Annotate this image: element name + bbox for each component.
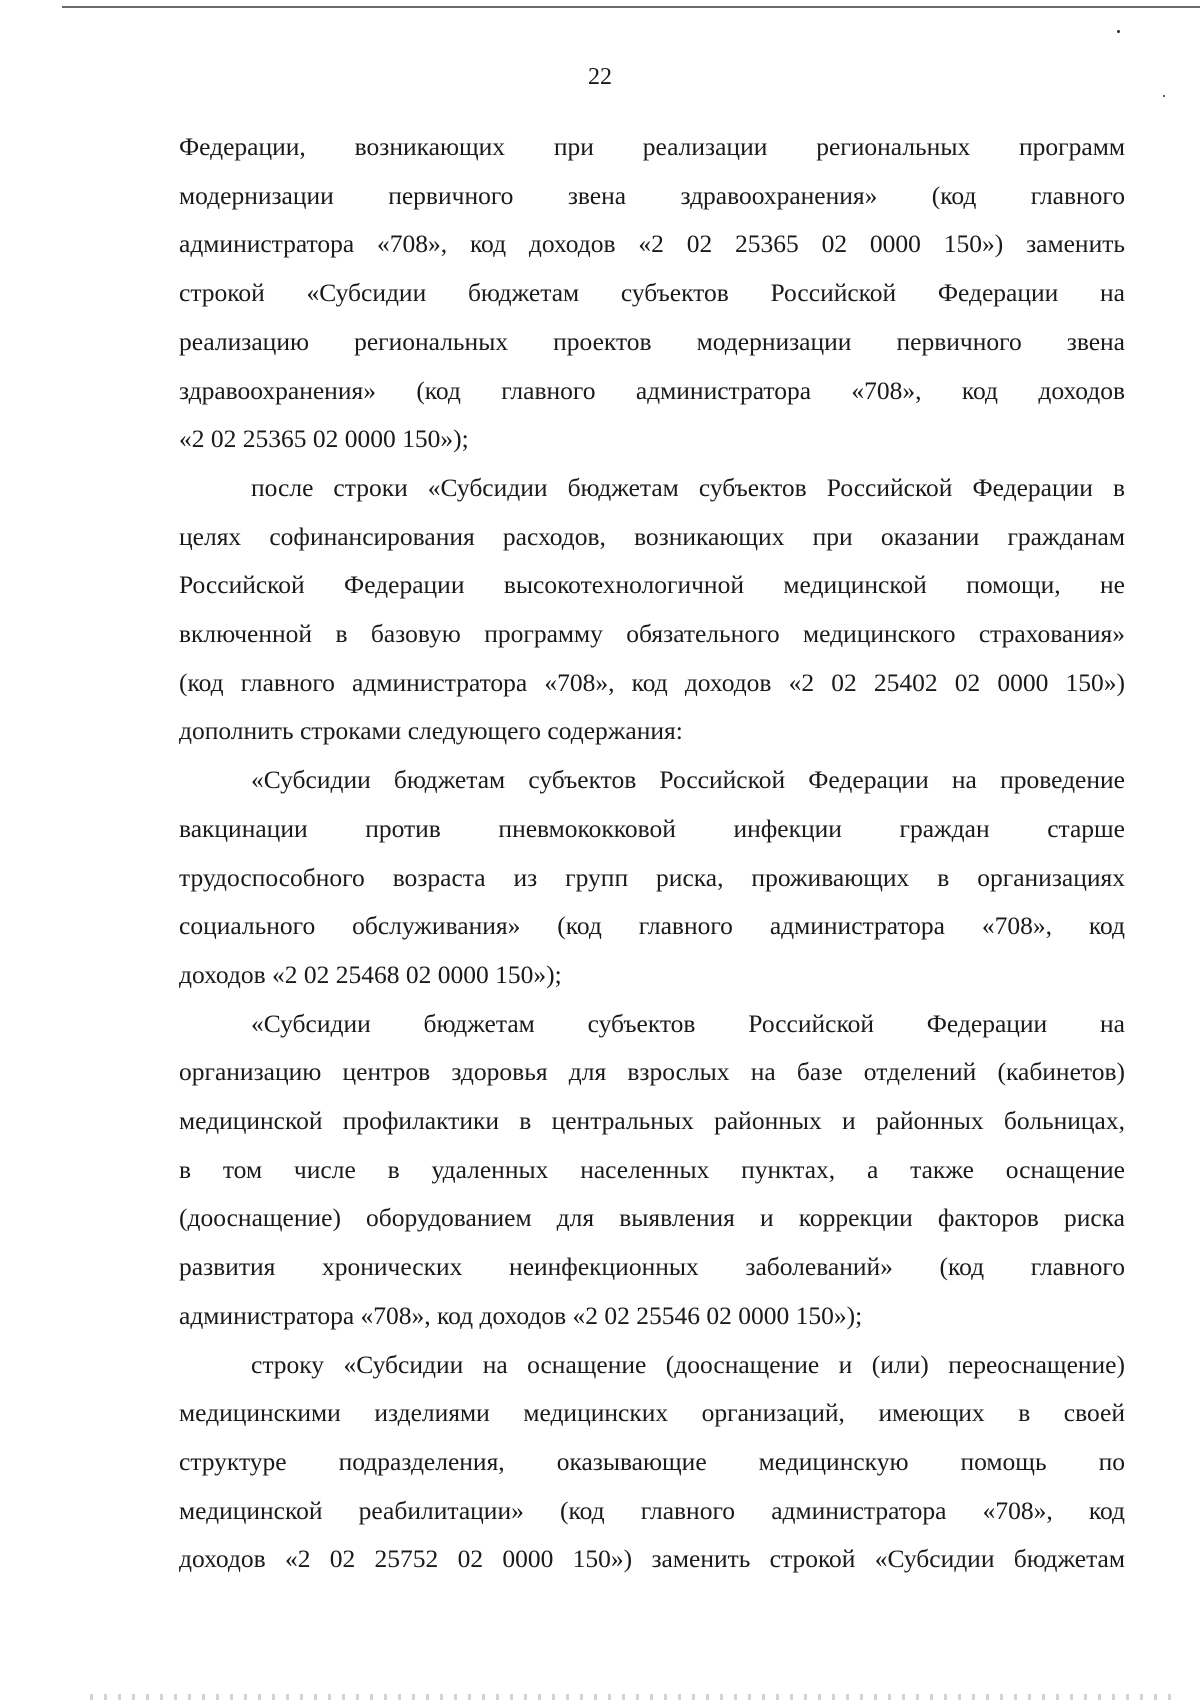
text-line: после строки «Субсидии бюджетам субъектов Российской Федерации в (251, 472, 1125, 502)
scan-noise (90, 1694, 1180, 1700)
text-line: (дооснащение) оборудованием для выявления и коррекции факторов риска (179, 1203, 1125, 1233)
text-line: развития хронических неинфекционных заболеваний» (код главного (179, 1252, 1125, 1282)
text-line: дополнить строками следующего содержания: (179, 716, 683, 746)
paragraph-2 (179, 464, 1125, 756)
text-line: в том числе в удаленных населенных пунктах, а также оснащение (179, 1154, 1125, 1184)
text-line: медицинскими изделиями медицинских организаций, имеющих в своей (179, 1398, 1125, 1428)
text-line: социального обслуживания» (код главного администратора «708», код (179, 911, 1125, 941)
text-line: медицинской реабилитации» (код главного администратора «708», код (179, 1495, 1125, 1525)
document-body (179, 123, 1125, 1584)
text-line: «Субсидии бюджетам субъектов Российской Федерации на проведение (251, 765, 1125, 795)
text-line: Федерации, возникающих при реализации региональных программ (179, 132, 1125, 161)
text-line: (код главного администратора «708», код доходов «2 02 25402 02 0000 150») (179, 667, 1125, 697)
text-line: медицинской профилактики в центральных районных и районных больницах, (179, 1106, 1125, 1136)
text-line: вакцинации против пневмококковой инфекции граждан старше (179, 813, 1125, 843)
text-line: администратора «708», код доходов «2 02 25546 02 0000 150»); (179, 1300, 863, 1330)
paragraph-5 (179, 1341, 1125, 1585)
text-line: модернизации первичного звена здравоохранения» (код главного (179, 180, 1125, 210)
text-line: целях софинансирования расходов, возникающих при оказании гражданам (179, 521, 1125, 551)
page-number: 22 (588, 64, 612, 90)
text-line: здравоохранения» (код главного администратора «708», код доходов (179, 375, 1125, 405)
text-line: администратора «708», код доходов «2 02 25365 02 0000 150») заменить (179, 229, 1125, 259)
text-line: структуре подразделения, оказывающие медицинскую помощь по (179, 1446, 1125, 1476)
scan-speck (1163, 95, 1165, 97)
text-line: включенной в базовую программу обязательного медицинского страхования» (179, 619, 1125, 649)
paragraph-3 (179, 756, 1125, 1000)
scan-speck (1117, 30, 1120, 33)
text-line: «Субсидии бюджетам субъектов Российской Федерации на (251, 1008, 1125, 1038)
text-line: организацию центров здоровья для взрослых на базе отделений (кабинетов) (179, 1057, 1125, 1087)
text-line: Российской Федерации высокотехнологичной медицинской помощи, не (179, 570, 1125, 600)
paragraph-4 (179, 1000, 1125, 1341)
text-line: доходов «2 02 25468 02 0000 150»); (179, 959, 562, 989)
text-line: доходов «2 02 25752 02 0000 150») заменить строкой «Субсидии бюджетам (179, 1544, 1125, 1574)
text-line: строкой «Субсидии бюджетам субъектов Российской Федерации на (179, 278, 1125, 308)
text-line: трудоспособного возраста из групп риска, проживающих в организациях (179, 862, 1125, 892)
text-line: «2 02 25365 02 0000 150»); (179, 424, 469, 454)
text-line: реализацию региональных проектов модернизации первичного звена (179, 326, 1125, 356)
text-line: строку «Субсидии на оснащение (дооснащение и (или) переоснащение) (251, 1349, 1125, 1379)
page-top-border (62, 6, 1200, 8)
paragraph-1 (179, 123, 1125, 464)
